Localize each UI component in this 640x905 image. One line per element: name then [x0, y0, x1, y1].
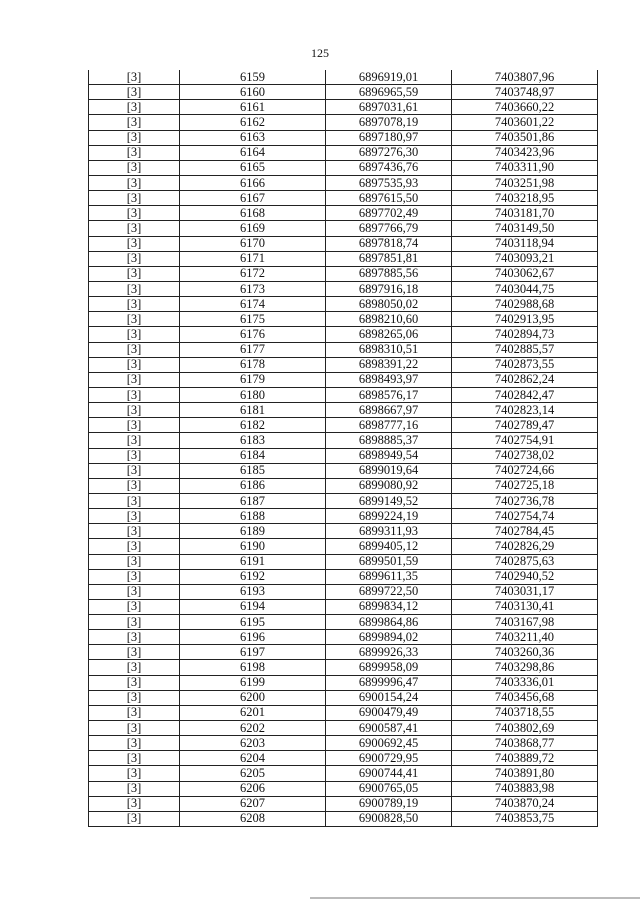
table-row — [89, 160, 598, 175]
table-row — [89, 796, 598, 811]
source-ref-cell: [3] — [89, 281, 180, 296]
source-ref-cell: [3] — [89, 554, 180, 569]
y-coordinate-cell: 7403260,36 — [452, 645, 598, 660]
y-coordinate-cell: 7403807,96 — [452, 70, 598, 85]
coordinates-table-body — [89, 70, 598, 827]
x-coordinate-cell: 6899224,19 — [326, 509, 452, 524]
table-row — [89, 342, 598, 357]
y-coordinate-cell: 7402823,14 — [452, 403, 598, 418]
table-row — [89, 297, 598, 312]
point-number-cell: 6160 — [180, 85, 326, 100]
point-number-cell: 6202 — [180, 721, 326, 736]
point-number-cell: 6204 — [180, 751, 326, 766]
x-coordinate-cell: 6898265,06 — [326, 327, 452, 342]
point-number-cell: 6172 — [180, 266, 326, 281]
y-coordinate-cell: 7403031,17 — [452, 584, 598, 599]
x-coordinate-cell: 6900587,41 — [326, 721, 452, 736]
x-coordinate-cell: 6899080,92 — [326, 478, 452, 493]
point-number-cell: 6183 — [180, 433, 326, 448]
source-ref-cell: [3] — [89, 175, 180, 190]
y-coordinate-cell: 7403181,70 — [452, 206, 598, 221]
source-ref-cell: [3] — [89, 85, 180, 100]
table-row — [89, 418, 598, 433]
table-row — [89, 251, 598, 266]
table-row — [89, 766, 598, 781]
table-row — [89, 660, 598, 675]
source-ref-cell: [3] — [89, 342, 180, 357]
point-number-cell: 6179 — [180, 372, 326, 387]
source-ref-cell: [3] — [89, 387, 180, 402]
y-coordinate-cell: 7403802,69 — [452, 721, 598, 736]
point-number-cell: 6188 — [180, 509, 326, 524]
source-ref-cell: [3] — [89, 736, 180, 751]
point-number-cell: 6166 — [180, 175, 326, 190]
y-coordinate-cell: 7403118,94 — [452, 236, 598, 251]
source-ref-cell: [3] — [89, 418, 180, 433]
point-number-cell: 6198 — [180, 660, 326, 675]
source-ref-cell: [3] — [89, 266, 180, 281]
x-coordinate-cell: 6900828,50 — [326, 811, 452, 826]
point-number-cell: 6195 — [180, 615, 326, 630]
x-coordinate-cell: 6899722,50 — [326, 584, 452, 599]
source-ref-cell: [3] — [89, 372, 180, 387]
y-coordinate-cell: 7403211,40 — [452, 630, 598, 645]
source-ref-cell: [3] — [89, 509, 180, 524]
y-coordinate-cell: 7402725,18 — [452, 478, 598, 493]
y-coordinate-cell: 7403660,22 — [452, 100, 598, 115]
source-ref-cell: [3] — [89, 569, 180, 584]
y-coordinate-cell: 7403062,67 — [452, 266, 598, 281]
y-coordinate-cell: 7402789,47 — [452, 418, 598, 433]
point-number-cell: 6169 — [180, 221, 326, 236]
point-number-cell: 6171 — [180, 251, 326, 266]
y-coordinate-cell: 7402988,68 — [452, 297, 598, 312]
table-row — [89, 599, 598, 614]
table-row — [89, 811, 598, 826]
x-coordinate-cell: 6899996,47 — [326, 675, 452, 690]
point-number-cell: 6162 — [180, 115, 326, 130]
source-ref-cell: [3] — [89, 721, 180, 736]
point-number-cell: 6165 — [180, 160, 326, 175]
x-coordinate-cell: 6900154,24 — [326, 690, 452, 705]
table-row — [89, 675, 598, 690]
x-coordinate-cell: 6898493,97 — [326, 372, 452, 387]
table-row — [89, 100, 598, 115]
y-coordinate-cell: 7402894,73 — [452, 327, 598, 342]
source-ref-cell: [3] — [89, 690, 180, 705]
y-coordinate-cell: 7403868,77 — [452, 736, 598, 751]
source-ref-cell: [3] — [89, 781, 180, 796]
source-ref-cell: [3] — [89, 433, 180, 448]
y-coordinate-cell: 7403748,97 — [452, 85, 598, 100]
source-ref-cell: [3] — [89, 70, 180, 85]
table-row — [89, 236, 598, 251]
source-ref-cell: [3] — [89, 236, 180, 251]
source-ref-cell: [3] — [89, 599, 180, 614]
source-ref-cell: [3] — [89, 675, 180, 690]
x-coordinate-cell: 6900789,19 — [326, 796, 452, 811]
y-coordinate-cell: 7403093,21 — [452, 251, 598, 266]
source-ref-cell: [3] — [89, 463, 180, 478]
y-coordinate-cell: 7403870,24 — [452, 796, 598, 811]
point-number-cell: 6191 — [180, 554, 326, 569]
point-number-cell: 6189 — [180, 524, 326, 539]
x-coordinate-cell: 6900479,49 — [326, 705, 452, 720]
x-coordinate-cell: 6897180,97 — [326, 130, 452, 145]
source-ref-cell: [3] — [89, 524, 180, 539]
y-coordinate-cell: 7403601,22 — [452, 115, 598, 130]
x-coordinate-cell: 6896919,01 — [326, 70, 452, 85]
x-coordinate-cell: 6898310,51 — [326, 342, 452, 357]
x-coordinate-cell: 6897276,30 — [326, 145, 452, 160]
y-coordinate-cell: 7403883,98 — [452, 781, 598, 796]
x-coordinate-cell: 6898949,54 — [326, 448, 452, 463]
table-row — [89, 175, 598, 190]
y-coordinate-cell: 7402784,45 — [452, 524, 598, 539]
table-row — [89, 70, 598, 85]
point-number-cell: 6199 — [180, 675, 326, 690]
y-coordinate-cell: 7403167,98 — [452, 615, 598, 630]
y-coordinate-cell: 7403423,96 — [452, 145, 598, 160]
table-row — [89, 751, 598, 766]
x-coordinate-cell: 6899501,59 — [326, 554, 452, 569]
x-coordinate-cell: 6899864,86 — [326, 615, 452, 630]
source-ref-cell: [3] — [89, 645, 180, 660]
x-coordinate-cell: 6898777,16 — [326, 418, 452, 433]
source-ref-cell: [3] — [89, 191, 180, 206]
table-row — [89, 539, 598, 554]
x-coordinate-cell: 6899894,02 — [326, 630, 452, 645]
table-row — [89, 312, 598, 327]
source-ref-cell: [3] — [89, 493, 180, 508]
table-row — [89, 630, 598, 645]
x-coordinate-cell: 6896965,59 — [326, 85, 452, 100]
source-ref-cell: [3] — [89, 100, 180, 115]
y-coordinate-cell: 7402885,57 — [452, 342, 598, 357]
table-row — [89, 645, 598, 660]
x-coordinate-cell: 6899019,64 — [326, 463, 452, 478]
source-ref-cell: [3] — [89, 403, 180, 418]
source-ref-cell: [3] — [89, 615, 180, 630]
x-coordinate-cell: 6897702,49 — [326, 206, 452, 221]
x-coordinate-cell: 6897535,93 — [326, 175, 452, 190]
point-number-cell: 6178 — [180, 357, 326, 372]
table-row — [89, 569, 598, 584]
point-number-cell: 6206 — [180, 781, 326, 796]
table-row — [89, 615, 598, 630]
point-number-cell: 6200 — [180, 690, 326, 705]
table-row — [89, 115, 598, 130]
table-row — [89, 85, 598, 100]
source-ref-cell: [3] — [89, 312, 180, 327]
x-coordinate-cell: 6897436,76 — [326, 160, 452, 175]
source-ref-cell: [3] — [89, 221, 180, 236]
table-row — [89, 372, 598, 387]
source-ref-cell: [3] — [89, 796, 180, 811]
x-coordinate-cell: 6897916,18 — [326, 281, 452, 296]
x-coordinate-cell: 6898885,37 — [326, 433, 452, 448]
source-ref-cell: [3] — [89, 751, 180, 766]
point-number-cell: 6170 — [180, 236, 326, 251]
point-number-cell: 6185 — [180, 463, 326, 478]
point-number-cell: 6177 — [180, 342, 326, 357]
x-coordinate-cell: 6899149,52 — [326, 493, 452, 508]
y-coordinate-cell: 7402913,95 — [452, 312, 598, 327]
y-coordinate-cell: 7402940,52 — [452, 569, 598, 584]
y-coordinate-cell: 7403218,95 — [452, 191, 598, 206]
table-row — [89, 221, 598, 236]
table-row — [89, 705, 598, 720]
table-row — [89, 191, 598, 206]
point-number-cell: 6181 — [180, 403, 326, 418]
x-coordinate-cell: 6897031,61 — [326, 100, 452, 115]
table-row — [89, 554, 598, 569]
y-coordinate-cell: 7403298,86 — [452, 660, 598, 675]
table-row — [89, 524, 598, 539]
source-ref-cell: [3] — [89, 705, 180, 720]
point-number-cell: 6174 — [180, 297, 326, 312]
x-coordinate-cell: 6899311,93 — [326, 524, 452, 539]
x-coordinate-cell: 6899405,12 — [326, 539, 452, 554]
source-ref-cell: [3] — [89, 539, 180, 554]
scan-edge-line — [310, 897, 640, 899]
source-ref-cell: [3] — [89, 630, 180, 645]
page-number: 125 — [311, 46, 329, 60]
point-number-cell: 6176 — [180, 327, 326, 342]
source-ref-cell: [3] — [89, 811, 180, 826]
source-ref-cell: [3] — [89, 660, 180, 675]
table-row — [89, 327, 598, 342]
x-coordinate-cell: 6899611,35 — [326, 569, 452, 584]
y-coordinate-cell: 7402875,63 — [452, 554, 598, 569]
y-coordinate-cell: 7402873,55 — [452, 357, 598, 372]
table-row — [89, 281, 598, 296]
table-row — [89, 433, 598, 448]
y-coordinate-cell: 7402724,66 — [452, 463, 598, 478]
y-coordinate-cell: 7403130,41 — [452, 599, 598, 614]
source-ref-cell: [3] — [89, 357, 180, 372]
point-number-cell: 6197 — [180, 645, 326, 660]
table-row — [89, 721, 598, 736]
point-number-cell: 6167 — [180, 191, 326, 206]
point-number-cell: 6161 — [180, 100, 326, 115]
table-row — [89, 387, 598, 402]
x-coordinate-cell: 6898667,97 — [326, 403, 452, 418]
source-ref-cell: [3] — [89, 206, 180, 221]
y-coordinate-cell: 7403251,98 — [452, 175, 598, 190]
point-number-cell: 6187 — [180, 493, 326, 508]
source-ref-cell: [3] — [89, 130, 180, 145]
source-ref-cell: [3] — [89, 115, 180, 130]
y-coordinate-cell: 7402736,78 — [452, 493, 598, 508]
table-row — [89, 509, 598, 524]
y-coordinate-cell: 7403501,86 — [452, 130, 598, 145]
y-coordinate-cell: 7403044,75 — [452, 281, 598, 296]
point-number-cell: 6208 — [180, 811, 326, 826]
table-row — [89, 403, 598, 418]
source-ref-cell: [3] — [89, 251, 180, 266]
point-number-cell: 6205 — [180, 766, 326, 781]
y-coordinate-cell: 7403891,80 — [452, 766, 598, 781]
x-coordinate-cell: 6898210,60 — [326, 312, 452, 327]
source-ref-cell: [3] — [89, 145, 180, 160]
x-coordinate-cell: 6899958,09 — [326, 660, 452, 675]
table-row — [89, 206, 598, 221]
x-coordinate-cell: 6899926,33 — [326, 645, 452, 660]
y-coordinate-cell: 7402754,74 — [452, 509, 598, 524]
point-number-cell: 6159 — [180, 70, 326, 85]
source-ref-cell: [3] — [89, 297, 180, 312]
point-number-cell: 6182 — [180, 418, 326, 433]
x-coordinate-cell: 6897078,19 — [326, 115, 452, 130]
x-coordinate-cell: 6900729,95 — [326, 751, 452, 766]
x-coordinate-cell: 6897766,79 — [326, 221, 452, 236]
x-coordinate-cell: 6897851,81 — [326, 251, 452, 266]
y-coordinate-cell: 7402862,24 — [452, 372, 598, 387]
point-number-cell: 6190 — [180, 539, 326, 554]
source-ref-cell: [3] — [89, 584, 180, 599]
table-row — [89, 266, 598, 281]
point-number-cell: 6201 — [180, 705, 326, 720]
y-coordinate-cell: 7403149,50 — [452, 221, 598, 236]
source-ref-cell: [3] — [89, 766, 180, 781]
table-row — [89, 145, 598, 160]
y-coordinate-cell: 7403456,68 — [452, 690, 598, 705]
x-coordinate-cell: 6900744,41 — [326, 766, 452, 781]
table-row — [89, 478, 598, 493]
x-coordinate-cell: 6898050,02 — [326, 297, 452, 312]
x-coordinate-cell: 6897818,74 — [326, 236, 452, 251]
table-row — [89, 584, 598, 599]
source-ref-cell: [3] — [89, 327, 180, 342]
y-coordinate-cell: 7403336,01 — [452, 675, 598, 690]
table-row — [89, 130, 598, 145]
point-number-cell: 6175 — [180, 312, 326, 327]
x-coordinate-cell: 6900692,45 — [326, 736, 452, 751]
point-number-cell: 6163 — [180, 130, 326, 145]
x-coordinate-cell: 6897885,56 — [326, 266, 452, 281]
y-coordinate-cell: 7403889,72 — [452, 751, 598, 766]
coordinates-table — [88, 70, 598, 827]
point-number-cell: 6168 — [180, 206, 326, 221]
point-number-cell: 6186 — [180, 478, 326, 493]
point-number-cell: 6196 — [180, 630, 326, 645]
x-coordinate-cell: 6899834,12 — [326, 599, 452, 614]
y-coordinate-cell: 7403718,55 — [452, 705, 598, 720]
x-coordinate-cell: 6898391,22 — [326, 357, 452, 372]
table-row — [89, 357, 598, 372]
y-coordinate-cell: 7402842,47 — [452, 387, 598, 402]
x-coordinate-cell: 6898576,17 — [326, 387, 452, 402]
point-number-cell: 6193 — [180, 584, 326, 599]
point-number-cell: 6194 — [180, 599, 326, 614]
point-number-cell: 6184 — [180, 448, 326, 463]
point-number-cell: 6180 — [180, 387, 326, 402]
table-row — [89, 690, 598, 705]
y-coordinate-cell: 7403853,75 — [452, 811, 598, 826]
point-number-cell: 6192 — [180, 569, 326, 584]
y-coordinate-cell: 7403311,90 — [452, 160, 598, 175]
point-number-cell: 6207 — [180, 796, 326, 811]
y-coordinate-cell: 7402826,29 — [452, 539, 598, 554]
point-number-cell: 6203 — [180, 736, 326, 751]
source-ref-cell: [3] — [89, 448, 180, 463]
y-coordinate-cell: 7402738,02 — [452, 448, 598, 463]
source-ref-cell: [3] — [89, 478, 180, 493]
x-coordinate-cell: 6900765,05 — [326, 781, 452, 796]
table-row — [89, 781, 598, 796]
x-coordinate-cell: 6897615,50 — [326, 191, 452, 206]
table-row — [89, 448, 598, 463]
table-row — [89, 463, 598, 478]
table-row — [89, 736, 598, 751]
source-ref-cell: [3] — [89, 160, 180, 175]
point-number-cell: 6173 — [180, 281, 326, 296]
table-row — [89, 493, 598, 508]
point-number-cell: 6164 — [180, 145, 326, 160]
y-coordinate-cell: 7402754,91 — [452, 433, 598, 448]
